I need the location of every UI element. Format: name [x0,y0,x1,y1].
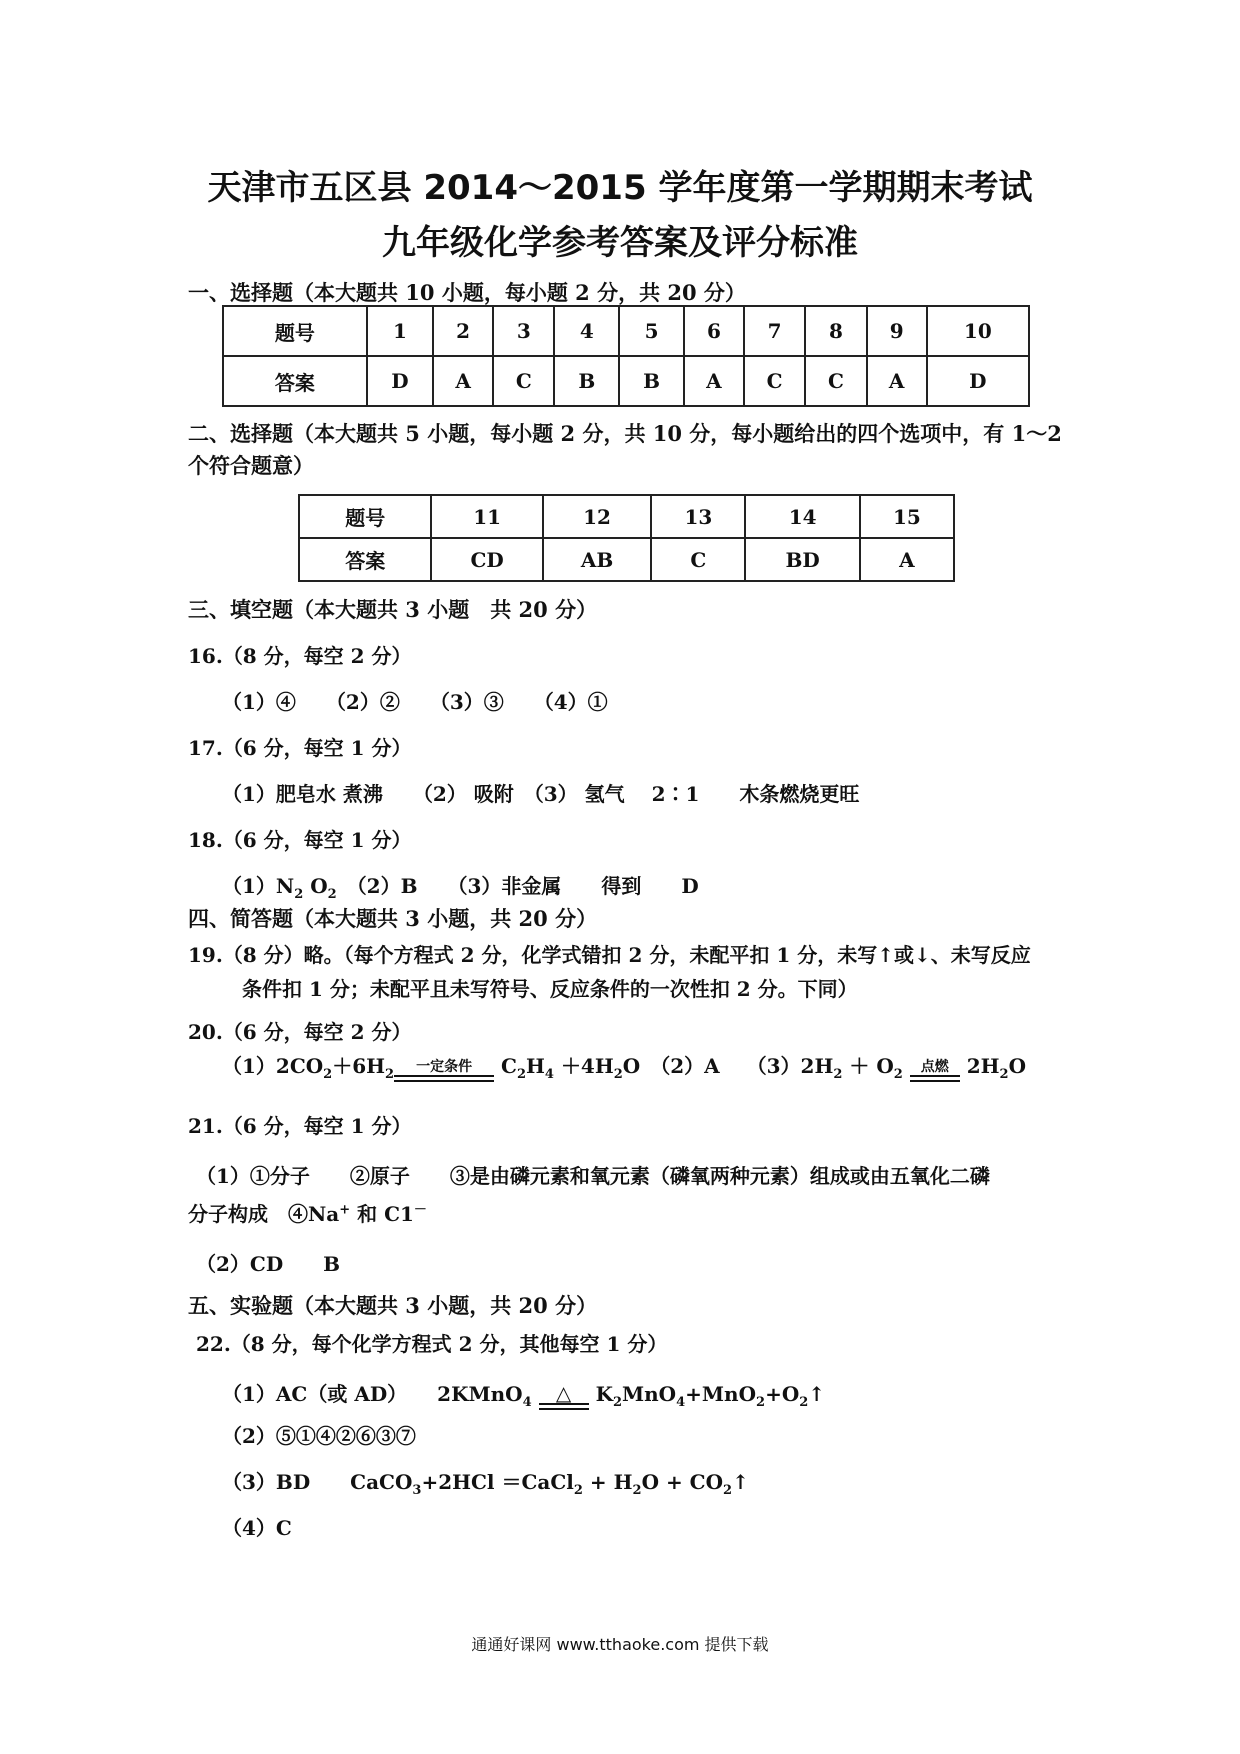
section2-heading-cont: 个符合题意） [188,453,314,478]
q22-answer-3 [222,1466,749,1498]
table-row [299,495,954,538]
q20-sub: 2 [999,1067,1009,1082]
q20-part: O （2）A （3）2H [622,1054,834,1078]
table-cell: 7 [744,306,805,356]
double-line [394,1075,494,1082]
q21-answer-2 [188,1198,427,1227]
q21-part: 分子构成 ④Na [188,1202,340,1226]
table-cell: 9 [867,306,927,356]
q18-part: O [303,874,328,898]
table-cell: 3 [493,306,554,356]
q22-part: （3）BD CaCO [222,1470,413,1494]
reaction-arrow [394,1059,494,1082]
table-cell: 4 [554,306,619,356]
section1-heading: 一、选择题（本大题共 10 小题，每小题 2 分，共 20 分） [188,280,746,305]
q22-part: +O [765,1382,800,1406]
page-subtitle: 九年级化学参考答案及评分标准 [382,223,858,263]
q22-answer-1 [222,1378,825,1410]
q22-part: （1）AC（或 AD） 2KMnO [222,1382,523,1406]
table-cell: D [367,356,433,406]
section4-heading: 四、简答题（本大题共 3 小题，共 20 分） [188,906,598,931]
q21-answer-1: （1）①分子 ②原子 ③是由磷元素和氧元素（磷氧两种元素）组成或由五氧化二磷 [196,1164,990,1188]
row-label: 答案 [299,538,431,581]
q19-text-cont: 条件扣 1 分；未配平且未写符号、反应条件的一次性扣 2 分。下同） [242,977,858,1001]
q22-part: O + CO [641,1470,724,1494]
q22-sub: 3 [412,1483,422,1498]
q18-part: （2）B （3）非金属 得到 D [336,874,699,898]
q18-sub: 2 [294,887,304,902]
table-cell: A [860,538,954,581]
q20-sub: 2 [833,1067,843,1082]
footer-text: 通通好课网 www.tthaoke.com 提供下载 [471,1635,769,1654]
answer-table-1 [222,305,1030,407]
table-cell: 14 [745,495,859,538]
q20-part: ＋6H [332,1054,386,1078]
row-label: 答案 [223,356,367,406]
q22-sub: 4 [676,1395,686,1410]
table-cell: A [867,356,927,406]
row-label: 题号 [299,495,431,538]
table-cell: 6 [684,306,744,356]
charge-sup: + [339,1202,351,1218]
reaction-condition: 一定条件 [416,1059,473,1075]
q22-answer-2: （2）⑤①④②⑥③⑦ [222,1424,416,1448]
table-cell: 1 [367,306,433,356]
q20-part: 2H [966,1054,1000,1078]
table-cell: C [651,538,745,581]
table-row [299,538,954,581]
table-cell: C [805,356,866,406]
table-row [223,306,1029,356]
q21-heading: 21.（6 分，每空 1 分） [188,1114,412,1138]
reaction-arrow [539,1383,589,1410]
double-line [910,1075,960,1082]
q22-part: ↑ [732,1470,749,1494]
q17-heading: 17.（6 分，每空 1 分） [188,736,412,760]
q21-answer-3: （2）CD B [196,1252,341,1276]
section3-heading: 三、填空题（本大题共 3 小题 共 20 分） [188,597,598,622]
table-cell: B [619,356,684,406]
q20-sub: 2 [323,1067,333,1082]
q20-part: （1）2CO [222,1054,324,1078]
q22-heading: 22.（8 分，每个化学方程式 2 分，其他每空 1 分） [196,1332,668,1356]
table-cell: A [433,356,493,406]
q22-sub: 2 [573,1483,583,1498]
q19-text: 19.（8 分）略。（每个方程式 2 分，化学式错扣 2 分，未配平扣 1 分，未写↑或↓、未写反应 [188,943,1031,967]
q20-part: ＋4H [560,1054,614,1078]
q22-part: K [595,1382,613,1406]
q22-answer-4: （4）C [222,1516,292,1540]
q22-part: +2HCl ＝CaCl [421,1470,574,1494]
q21-part: 和 C1 [350,1202,414,1226]
answer-table-2 [298,494,955,582]
table-cell: BD [745,538,859,581]
row-label: 题号 [223,306,367,356]
table-cell: 13 [651,495,745,538]
page-title: 天津市五区县 2014～2015 学年度第一学期期末考试 [207,168,1033,208]
table-cell: 10 [927,306,1029,356]
table-cell: D [927,356,1029,406]
table-cell: 11 [431,495,542,538]
q20-sub: 4 [544,1067,554,1082]
q22-sub: 2 [799,1395,809,1410]
table-cell: 5 [619,306,684,356]
table-cell: C [493,356,554,406]
table-cell: B [554,356,619,406]
q18-heading: 18.（6 分，每空 1 分） [188,828,412,852]
q20-sub: 2 [893,1067,903,1082]
charge-sup: － [413,1202,427,1218]
table-cell: A [684,356,744,406]
q22-part: + H [582,1470,633,1494]
q16-answer: （1）④ （2）② （3）③ （4）① [222,690,608,714]
q18-part: （1）N [222,874,295,898]
section5-heading: 五、实验题（本大题共 3 小题，共 20 分） [188,1293,598,1318]
q22-sub: 4 [522,1395,532,1410]
q20-part: H [526,1054,545,1078]
q18-sub: 2 [327,887,337,902]
table-cell: C [744,356,805,406]
q20-part: ＋ O [849,1054,894,1078]
table-row [223,356,1029,406]
table-cell: 12 [543,495,652,538]
q20-part: C [501,1054,517,1078]
table-cell: CD [431,538,542,581]
q20-sub: 2 [516,1067,527,1082]
q20-part: O [1008,1054,1027,1078]
q20-heading: 20.（6 分，每空 2 分） [188,1020,412,1044]
reaction-condition: △ [555,1381,572,1405]
q22-sub: 2 [612,1395,622,1410]
q22-sub: 2 [756,1395,766,1410]
q17-answer: （1）肥皂水 煮沸 （2） 吸附 （3） 氢气 2∶1 木条燃烧更旺 [222,782,860,806]
q22-part: +MnO [685,1382,757,1406]
section2-heading: 二、选择题（本大题共 5 小题，每小题 2 分，共 10 分，每小题给出的四个选项中，有 1～2 [188,421,1062,446]
reaction-arrow [910,1059,960,1082]
q22-part: ↑ [808,1382,826,1406]
q22-sub: 2 [632,1483,642,1498]
q20-answer [222,1050,1026,1082]
table-cell: AB [543,538,652,581]
q16-heading: 16.（8 分，每空 2 分） [188,644,412,668]
q20-sub: 2 [613,1067,623,1082]
q18-answer [222,870,699,902]
table-cell: 2 [433,306,493,356]
q20-sub: 2 [385,1067,395,1082]
reaction-condition: 点燃 [920,1059,949,1075]
q22-part: MnO [622,1382,677,1406]
table-cell: 8 [805,306,866,356]
table-cell: 15 [860,495,954,538]
q22-sub: 2 [723,1483,733,1498]
